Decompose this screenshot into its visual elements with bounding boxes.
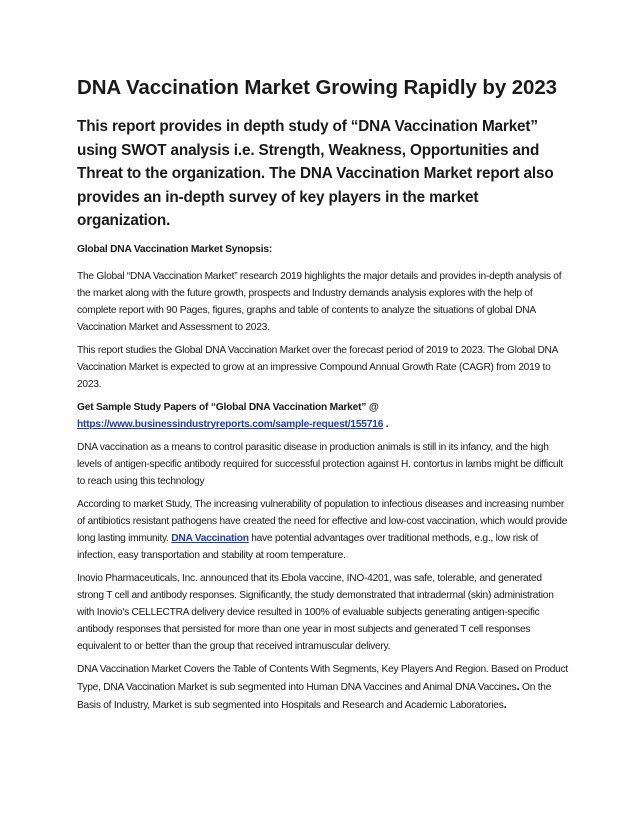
- sample-request-link[interactable]: https://www.businessindustryreports.com/sample-request/155716: [77, 418, 384, 430]
- paragraph-market-study-text-after: have potential advantages over traditional methods, e.g., low risk of infection, easy transportation and stability at room temperature.: [77, 532, 539, 561]
- sample-request-heading: Get Sample Study Papers of “Global DNA Vaccination Market” @: [77, 401, 379, 413]
- synopsis-heading: Global DNA Vaccination Market Synopsis:: [77, 243, 273, 255]
- paragraph-market-study: [77, 496, 568, 564]
- paragraph-research-overview: The Global “DNA Vaccination Market” research 2019 highlights the major details and provides in-depth analysis of the market along with the future growth, prospects and Industry demands analysis explores with the help of complete report with 90 Pages, figures, graphs and table of contents to analyze the situations of global DNA Vaccination Market and Assessment to 2023.: [77, 270, 562, 333]
- paragraph-segments-part1: DNA Vaccination Market Covers the Table of Contents With Segments, Key Players And Region. Based on Product Type, DNA Vaccination Market is sub segmented into Human DNA Vaccines and Animal DNA Vaccines: [77, 663, 569, 693]
- paragraph-segments-dot2: .: [503, 696, 507, 711]
- paragraph-segments-part2: On the Basis of Industry, Market is sub segmented into Hospitals and Research and Academic Laboratories: [77, 681, 552, 711]
- document-subtitle: This report provides in depth study of “DNA Vaccination Market” using SWOT analysis i.e. Strength, Weakness, Opportunities and Threat to the organization. The DNA Vaccination Market report also provides an in-depth survey of key players in the market organization.: [77, 118, 554, 229]
- paragraph-segments-dot1: .: [516, 678, 520, 693]
- paragraph-parasitic-disease: DNA vaccination as a means to control parasitic disease in production animals is still in its infancy, and the high levels of antigen-specific antibody required for successful protection against H. contortus in lambs might be difficult to reach using this technology: [77, 441, 563, 487]
- document-title: DNA Vaccination Market Growing Rapidly by 2023: [77, 76, 557, 99]
- sample-request-suffix: .: [383, 418, 389, 430]
- paragraph-inovio: Inovio Pharmaceuticals, Inc. announced that its Ebola vaccine, INO-4201, was safe, tolerable, and generated strong T cell and antibody responses. Significantly, the study demonstrated that intradermal (skin) administration with Inovio's CELLECTRA delivery device resulted in 100% of evaluable subjects generating antigen-specific antibody responses that persisted for more than one year in most subjects and generated T cell responses equivalent to or better than the group that received intramuscular delivery.: [77, 572, 554, 652]
- dna-vaccination-link[interactable]: DNA Vaccination: [171, 532, 249, 544]
- sample-request-block: [77, 399, 568, 433]
- paragraph-market-study-text-before: According to market Study, The increasing vulnerability of population to infectious diseases and increasing number of antibiotics resistant pathogens have created the need for effective and low-cost vaccination, which would provide long lasting immunity.: [77, 498, 568, 544]
- paragraph-segments: [77, 661, 568, 714]
- paragraph-forecast: This report studies the Global DNA Vaccination Market over the forecast period of 2019 to 2023. The Global DNA Vaccination Market is expected to grow at an impressive Compound Annual Growth Rate (CAGR) from 2019 to 2023.: [77, 344, 558, 390]
